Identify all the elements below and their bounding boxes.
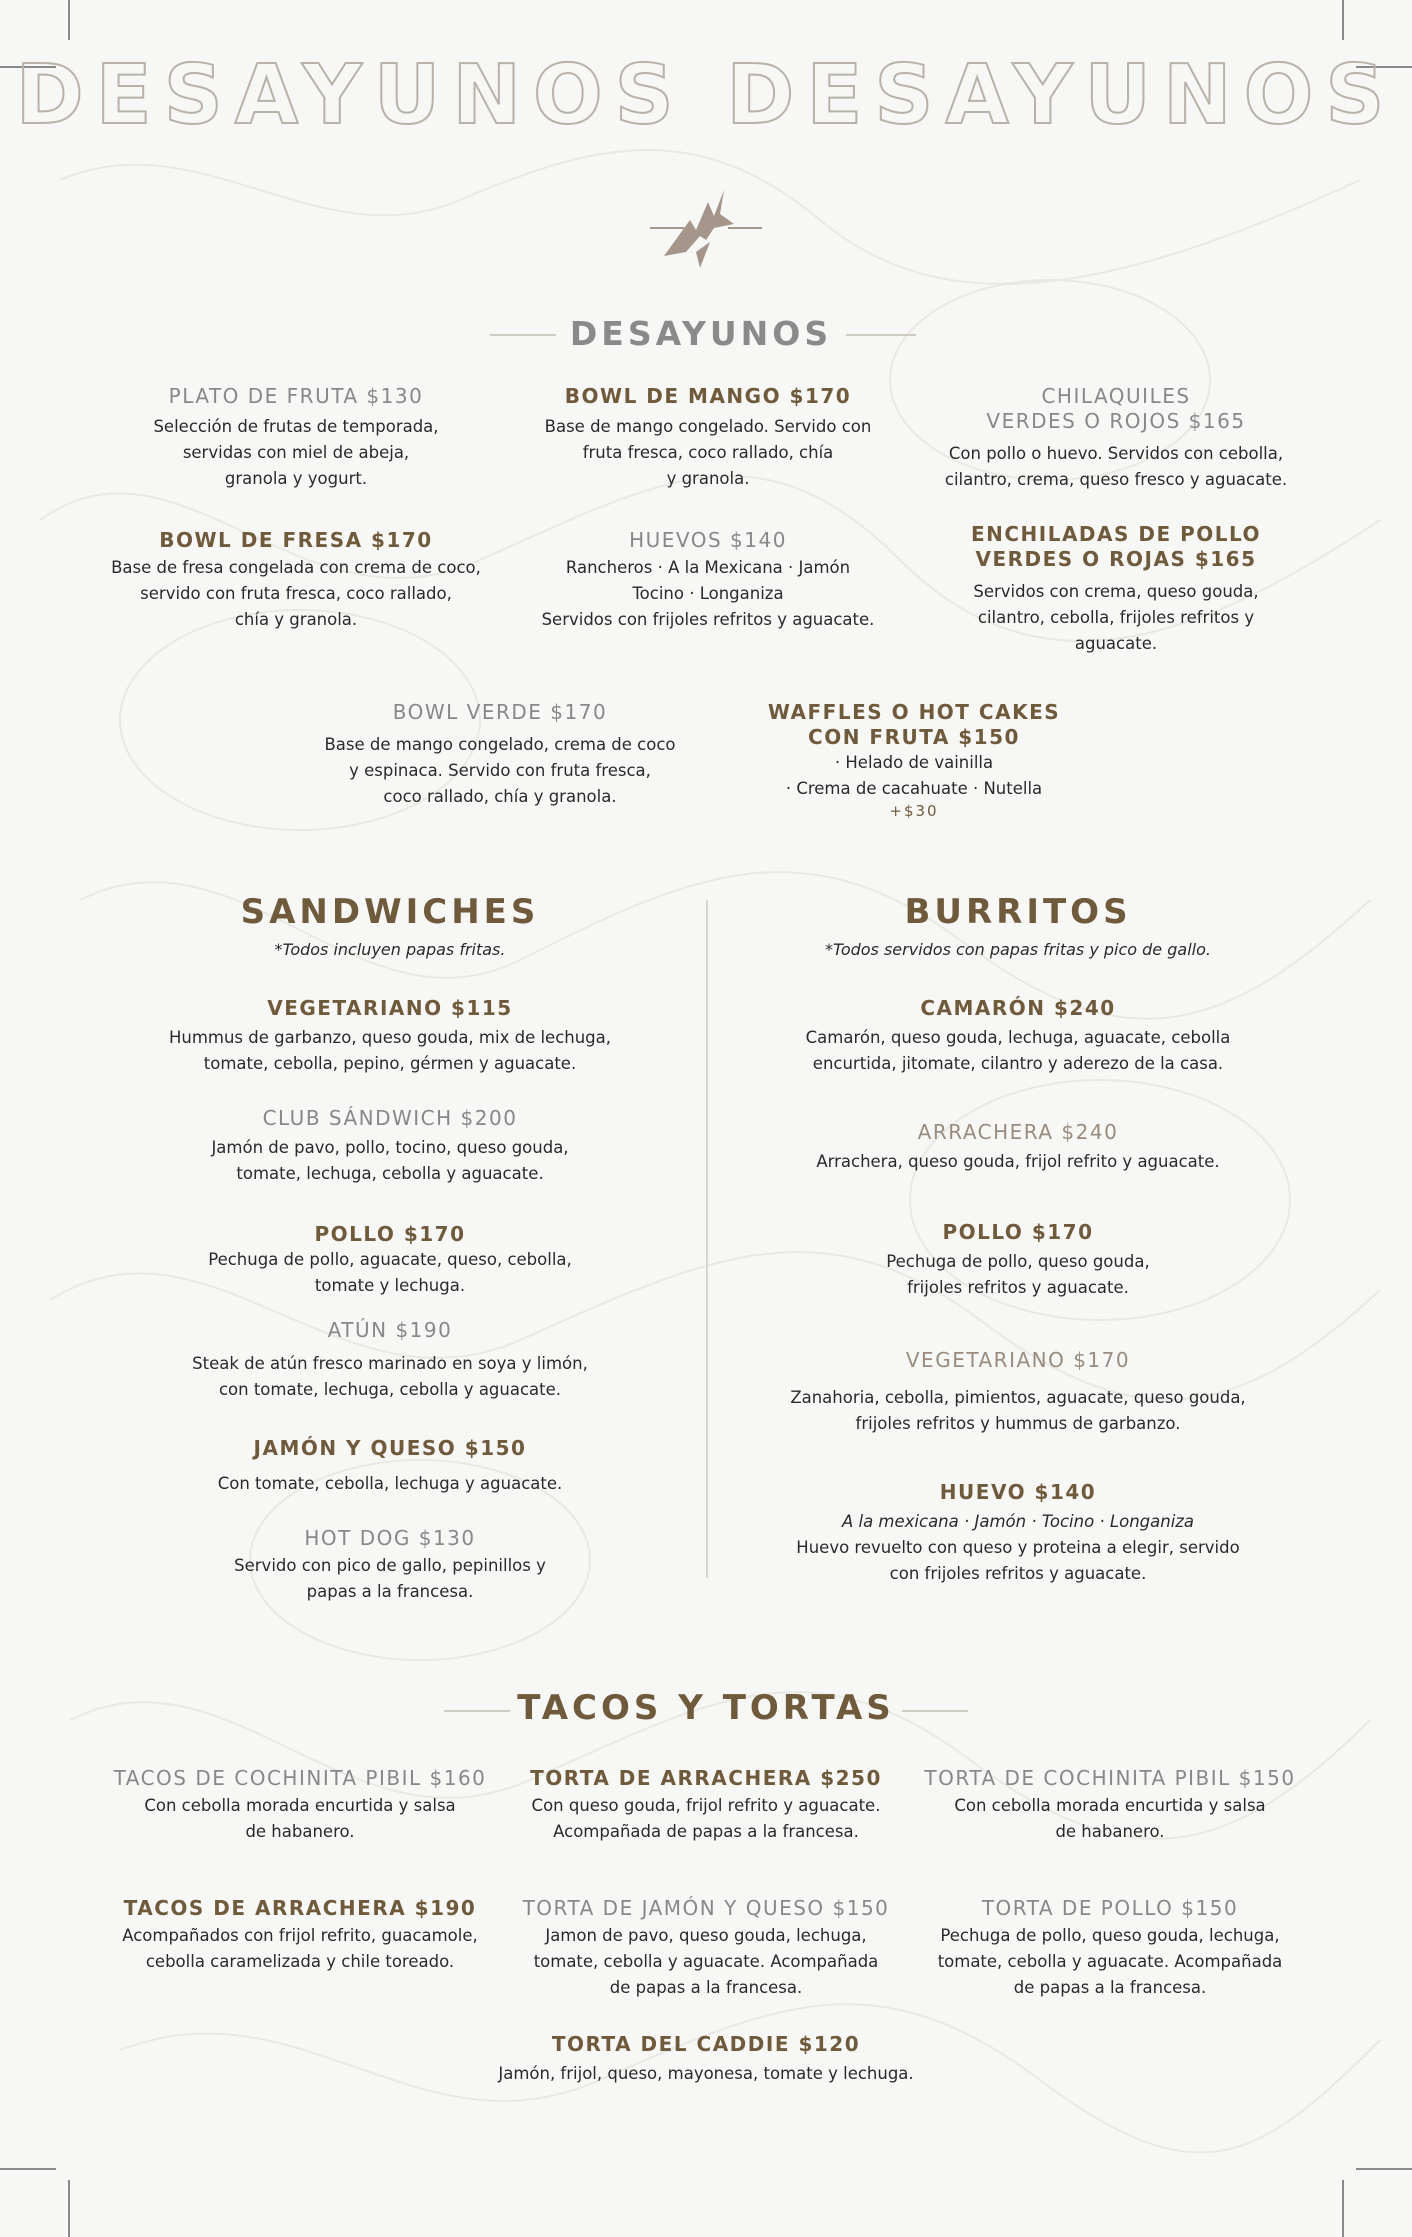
menu-item-bowl-de-mango [508,384,908,492]
item-title: BOWL DE FRESA $170 [159,528,433,552]
sandwich-hot-dog [140,1526,640,1605]
item-desc: Pechuga de pollo, queso gouda, frijoles refritos y aguacate. [886,1252,1150,1297]
item-title: BOWL DE MANGO $170 [564,384,852,408]
item-desc: Base de fresa congelada con crema de coco, servido con fruta fresca, coco rallado, chía y granola. [111,558,481,629]
crop-mark-bottom-right-h [1356,2168,1412,2170]
item-desc: Servidos con crema, queso gouda, cilantro, cebolla, frijoles refritos y aguacate. [973,582,1259,653]
item-title: HUEVOS $140 [629,528,787,552]
taco-arrachera [90,1896,510,1975]
item-desc: Zanahoria, cebolla, pimientos, aguacate, queso gouda, frijoles refritos y hummus de garbanzo. [790,1388,1246,1433]
section-title-desayunos: DESAYUNOS [569,314,833,353]
menu-item-chilaquiles [916,384,1316,493]
item-title: JAMÓN Y QUESO $150 [253,1436,527,1460]
item-title: ATÚN $190 [327,1318,453,1342]
item-title: ENCHILADAS DE POLLO VERDES O ROJAS $165 [970,522,1262,571]
item-desc: Con pollo o huevo. Servidos con cebolla, cilantro, crema, queso fresco y aguacate. [944,444,1288,489]
item-title: PLATO DE FRUTA $130 [168,384,424,408]
menu-item-bowl-de-fresa [96,528,496,633]
item-desc: Con cebolla morada encurtida y salsa de habanero. [954,1796,1266,1841]
item-title: BOWL VERDE $170 [392,700,608,724]
item-title: TACOS DE COCHINITA PIBIL $160 [113,1766,487,1790]
menu-item-huevos [508,528,908,633]
item-desc: Acompañados con frijol refrito, guacamole, cebolla caramelizada y chile toreado. [122,1926,478,1971]
item-title: CAMARÓN $240 [920,996,1116,1020]
torta-arrachera [496,1766,916,1845]
item-title: HOT DOG $130 [304,1526,476,1550]
item-desc: Jamón, frijol, queso, mayonesa, tomate y lechuga. [498,2064,914,2083]
item-desc: Base de mango congelado. Servido con fruta fresca, coco rallado, chía y granola. [544,417,872,488]
item-title: TACOS DE ARRACHERA $190 [123,1896,477,1920]
section-title-sandwiches: SANDWICHES [240,892,540,932]
desayunos-rule-left [490,334,556,336]
item-title: ARRACHERA $240 [917,1120,1119,1144]
sandwiches-note: *Todos incluyen papas fritas. [274,940,506,959]
item-desc: Con cebolla morada encurtida y salsa de habanero. [144,1796,456,1841]
item-title: VEGETARIANO $170 [905,1348,1131,1372]
burrito-huevo [768,1480,1268,1587]
menu-item-bowl-verde [300,700,700,810]
burrito-pollo [768,1220,1268,1301]
mountain-peaks-logo [650,180,762,276]
item-title: POLLO $170 [314,1222,466,1246]
crop-mark-top-left-v [68,0,70,40]
item-title: CLUB SÁNDWICH $200 [262,1106,518,1130]
item-desc: Selección de frutas de temporada, servidas con miel de abeja, granola y yogurt. [153,417,439,488]
item-title: CHILAQUILES VERDES O ROJOS $165 [986,384,1246,433]
item-desc: A la mexicana · Jamón · Tocino · Longaniza Huevo revuelto con queso y proteina a elegir, servido con frijoles refritos y aguacate. [796,1512,1240,1583]
item-desc: Base de mango congelado, crema de coco y espinaca. Servido con fruta fresca, coco rallado, chía y granola. [324,735,676,806]
torta-cochinita-pibil [900,1766,1320,1845]
section-title-burritos: BURRITOS [904,892,1132,932]
item-title: WAFFLES O HOT CAKES CON FRUTA $150 [767,700,1061,749]
crop-mark-bottom-left-v [68,2180,70,2237]
crop-mark-bottom-right-v [1342,2180,1344,2237]
item-title: TORTA DE JAMÓN Y QUESO $150 [522,1896,890,1920]
item-title: TORTA DE ARRACHERA $250 [530,1766,882,1790]
menu-item-waffles [724,700,1104,820]
menu-item-plato-de-fruta [96,384,496,492]
burrito-camaron [768,996,1268,1077]
burrito-arrachera [768,1120,1268,1175]
torta-jamon-y-queso [496,1896,916,2001]
sandwich-jamon-y-queso [140,1436,640,1497]
item-desc: Jamon de pavo, queso gouda, lechuga, tomate, cebolla y aguacate. Acompañada de papas a la francesa. [533,1926,879,1997]
item-desc: Con queso gouda, frijol refrito y aguacate. Acompañada de papas a la francesa. [531,1796,881,1841]
item-title: TORTA DE POLLO $150 [981,1896,1239,1920]
item-desc: Hummus de garbanzo, queso gouda, mix de lechuga, tomate, cebolla, pepino, gérmen y aguacate. [168,1028,612,1073]
item-desc: Pechuga de pollo, queso gouda, lechuga, tomate, cebolla y aguacate. Acompañada de papas a la francesa. [937,1926,1283,1997]
desayunos-rule-right [846,334,916,336]
tacos-rule-left [444,1710,510,1712]
tacos-rule-right [902,1710,968,1712]
item-desc: Con tomate, cebolla, lechuga y aguacate. [217,1474,563,1493]
burrito-vegetariano [768,1348,1268,1437]
sandwich-atun [140,1318,640,1403]
item-desc: Camarón, queso gouda, lechuga, aguacate, cebolla encurtida, jitomate, cilantro y aderezo de la casa. [805,1028,1231,1073]
crop-mark-bottom-left-h [0,2168,56,2170]
item-desc: Jamón de pavo, pollo, tocino, queso gouda, tomate, lechuga, cebolla y aguacate. [211,1138,569,1183]
column-divider [706,900,708,1578]
item-title: HUEVO $140 [939,1480,1097,1504]
item-desc: · Helado de vainilla · Crema de cacahuate · Nutella [785,753,1043,798]
item-title: TORTA DEL CADDIE $120 [551,2032,861,2056]
item-title: POLLO $170 [942,1220,1094,1244]
item-desc: Servido con pico de gallo, pepinillos y papas a la francesa. [234,1556,546,1601]
sandwich-pollo [140,1222,640,1299]
item-extra-price: +$30 [889,802,939,820]
torta-pollo [900,1896,1320,2001]
item-title: TORTA DE COCHINITA PIBIL $150 [924,1766,1296,1790]
sandwich-vegetariano [140,996,640,1077]
item-desc: Pechuga de pollo, aguacate, queso, cebolla, tomate y lechuga. [208,1250,572,1295]
item-desc: Steak de atún fresco marinado en soya y limón, con tomate, lechuga, cebolla y aguacate. [192,1354,588,1399]
torta-del-caddie [406,2032,1006,2087]
burritos-note: *Todos servidos con papas fritas y pico de gallo. [825,940,1211,959]
crop-mark-top-right-v [1342,0,1344,40]
item-desc: Arrachera, queso gouda, frijol refrito y aguacate. [816,1152,1220,1171]
taco-cochinita-pibil [90,1766,510,1845]
item-title: VEGETARIANO $115 [267,996,513,1020]
menu-item-enchiladas [916,522,1316,657]
section-title-tacos-y-tortas: TACOS Y TORTAS [517,1688,895,1728]
hero-title: DESAYUNOS DESAYUNOS [15,48,1397,143]
sandwich-club [140,1106,640,1187]
item-desc: Rancheros · A la Mexicana · Jamón Tocino · Longaniza Servidos con frijoles refritos y aguacate. [541,558,875,629]
